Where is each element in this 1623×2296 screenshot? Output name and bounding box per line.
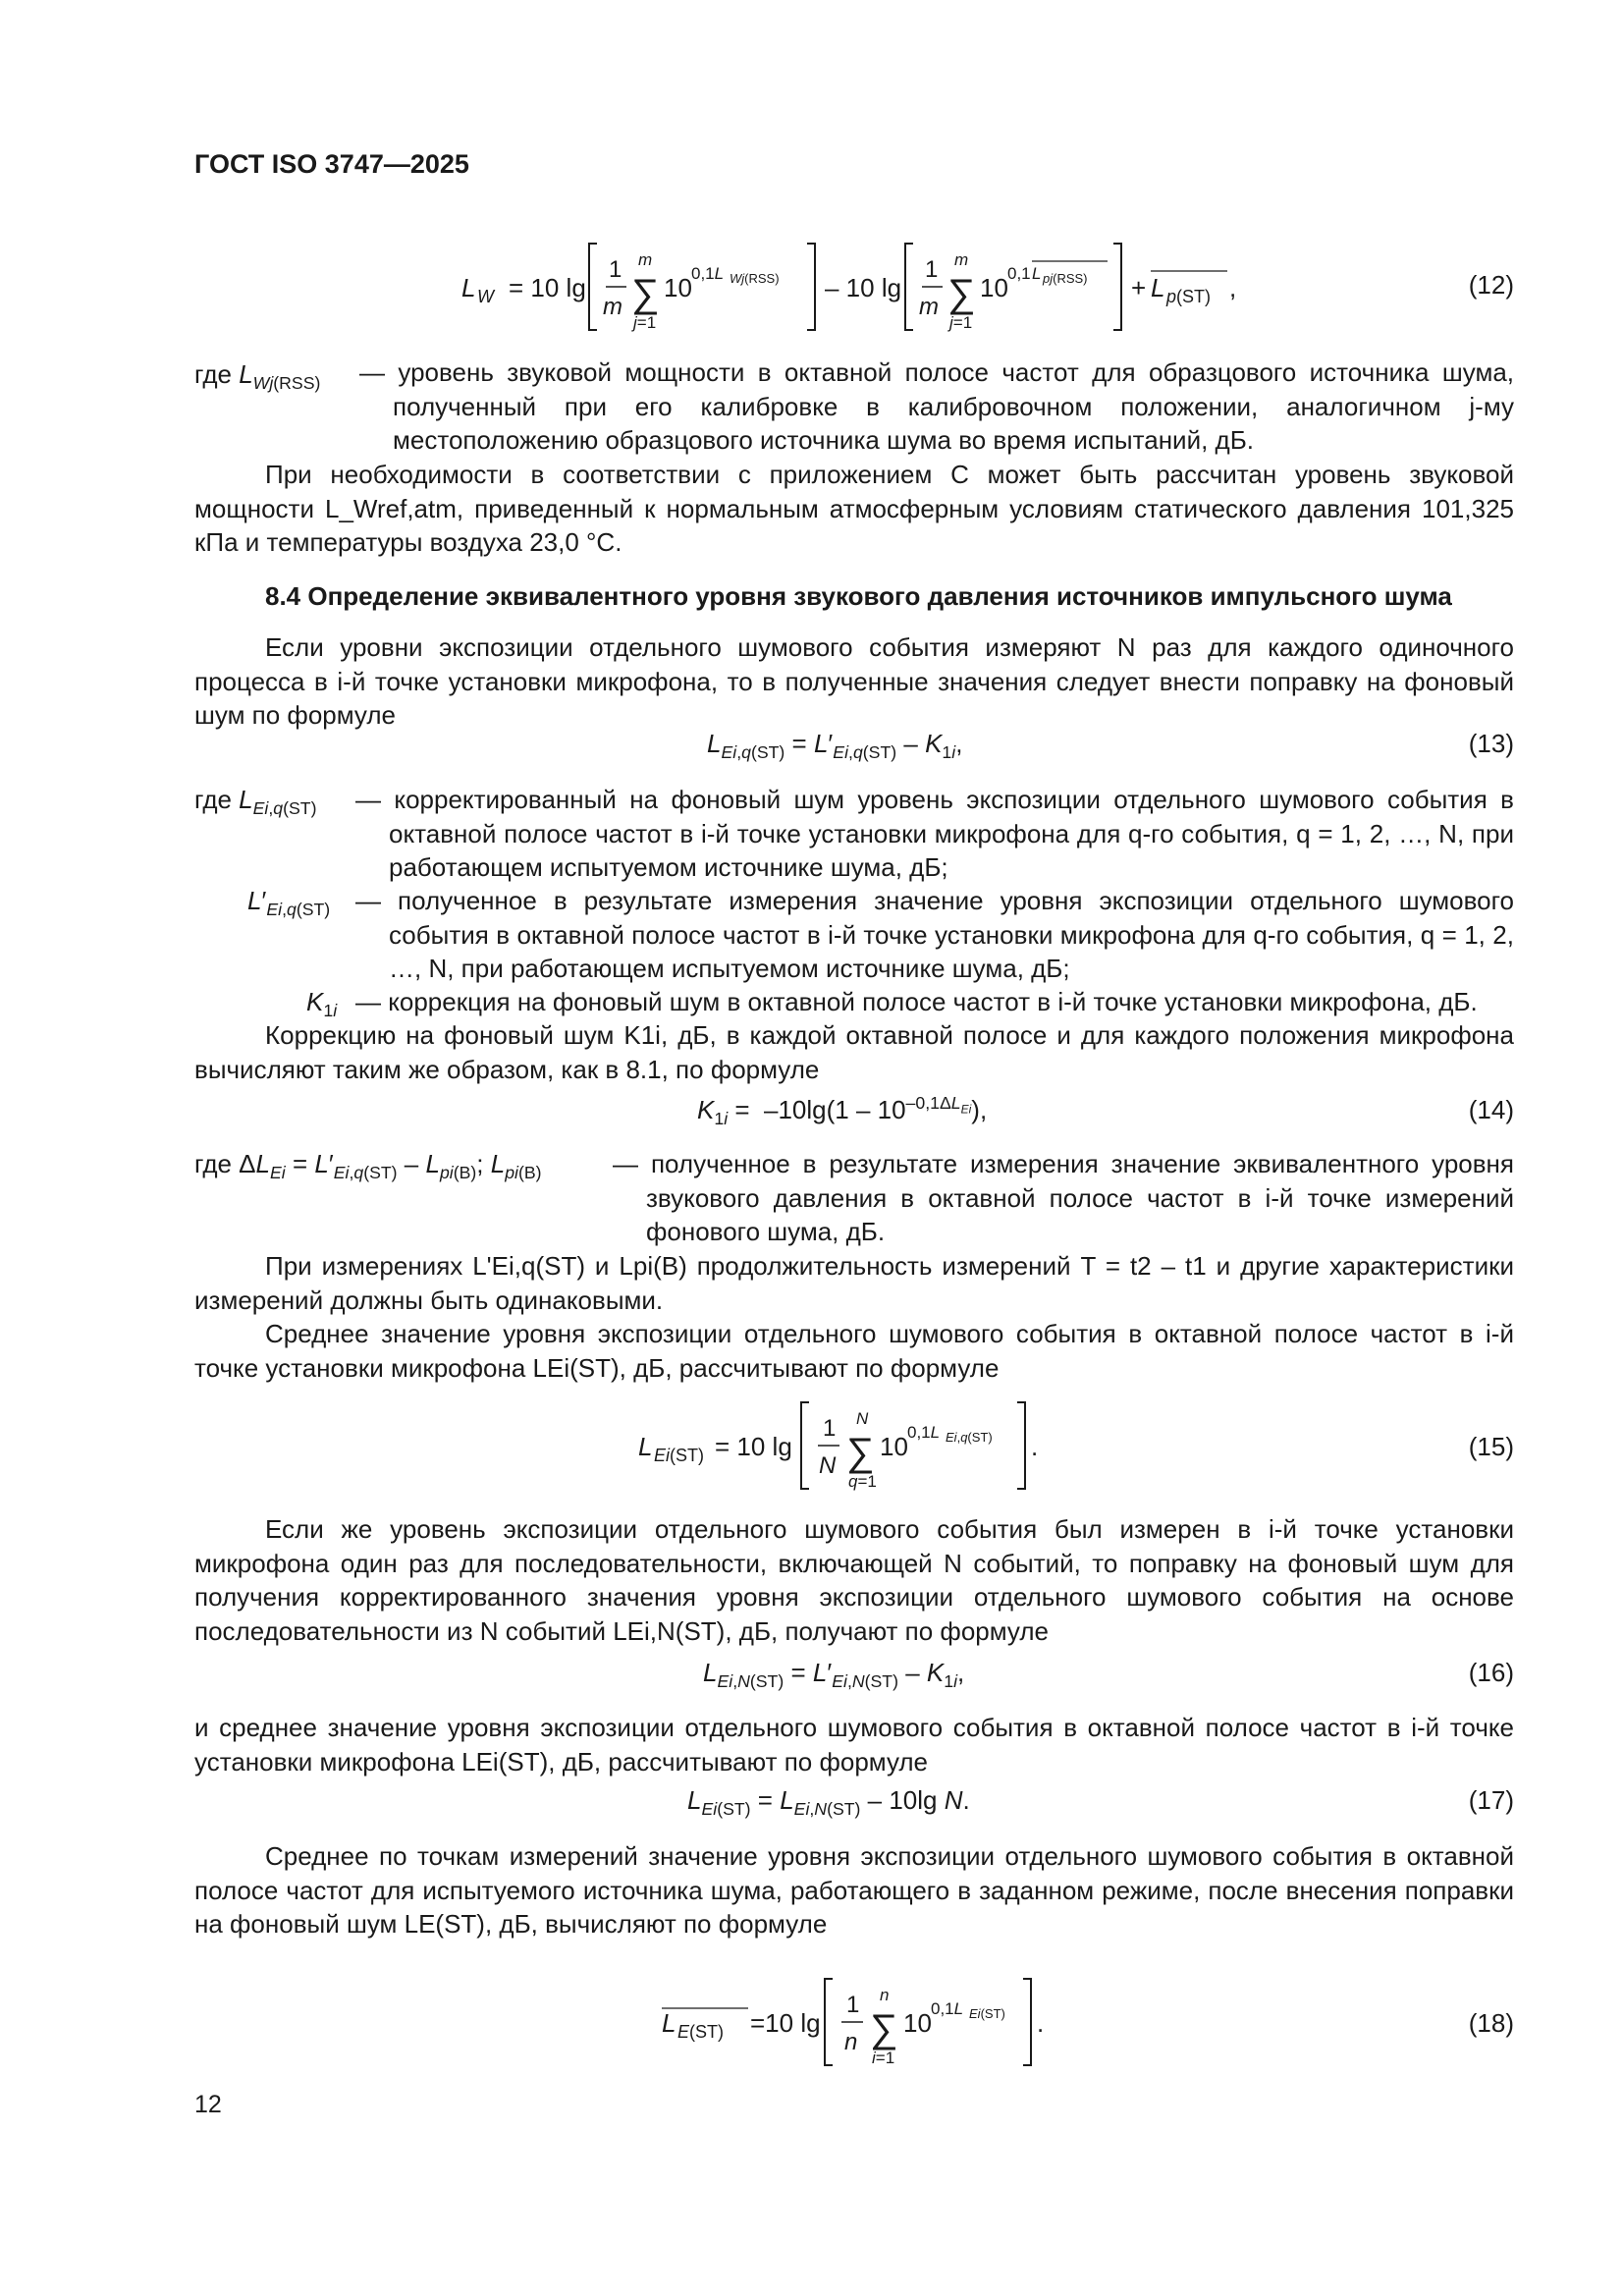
svg-text:1: 1 [609,256,622,283]
formula-18 [658,1967,1070,2075]
formula-13: $L_{Ei,q(ST)} = L'_{Ei,q(ST)} - K_{1i}$, [707,729,963,763]
svg-text:N: N [856,1409,869,1428]
equation-number-14: (14) [1468,1095,1514,1124]
svg-text:∑: ∑ [631,272,660,315]
where-definition-13-b: — полученное в результате измерения значение уровня экспозиции отдельного шумового события в октавной полосе частот в i-й точке установки микрофона для q-го события, q = 1, 2, …, N, при работающем испытуемом источнике шума, дБ; [355,886,1514,983]
where-definition-13-c: — коррекция на фоновый шум в октавной полосе частот в i-й точке установки микрофона, дБ. [355,987,1478,1016]
svg-text:q=1: q=1 [848,1472,877,1491]
where-definition-12: — уровень звуковой мощности в октавной полосе частот для образцового источника шума, полученный при его калибровке в калибровочном положении, аналогичном j-му местоположению образцового источника шума во время испытаний, дБ. [359,357,1514,455]
paragraph-eq18-intro: Среднее по точкам измерений значение уровня экспозиции отдельного шумового события в октавной полосе частот для испытуемого источника шума, работающего в заданном режиме, после внесения поправки на фоновый шум LE(ST), дБ, вычисляют по формуле [194,1841,1514,1939]
svg-text:= 10 lg: = 10 lg [509,273,586,302]
formula-15 [634,1391,1076,1499]
svg-text:0,1L: 0,1L [691,264,725,283]
formula-14: $K_{1i} = -10\lg(1 - 10^{-0,1\Delta L_{Ei}})$, [697,1093,988,1129]
svg-text:10: 10 [880,1432,908,1461]
svg-text:0,1L: 0,1L [907,1423,941,1442]
svg-text:+: + [1131,273,1147,302]
svg-text:p(ST): p(ST) [1166,287,1212,306]
paragraph-eq14-intro: Коррекцию на фоновый шум K1i, дБ, в каждой октавной полосе и для каждого положения микрофона вычисляют таким же образом, как в 8.1, по формуле [194,1020,1514,1084]
formula-16: $L_{Ei,N(ST)} = L'_{Ei,N(ST)} - K_{1i}$, [703,1658,965,1692]
svg-text:=10 lg: =10 lg [750,2008,821,2038]
svg-text:Ei(ST): Ei(ST) [654,1446,705,1465]
where-lead: где [194,359,232,389]
where-symbol-LWj-RSS: где $L_{Wj(RSS)}$ [194,359,321,394]
svg-text:j=1: j=1 [949,313,973,332]
svg-text:n: n [880,1986,890,2004]
paragraph-eq13-intro: Если уровни экспозиции отдельного шумового события измеряют N раз для каждого одиночного процесса в i-й точке установки микрофона, то в полученные значения следует внести поправку на фоновый шум по формуле [194,632,1514,730]
svg-text:∑: ∑ [846,1431,875,1474]
equation-number-15: (15) [1468,1432,1514,1461]
svg-text:10: 10 [664,273,692,302]
svg-text:L: L [461,273,476,302]
equation-number-16: (16) [1468,1658,1514,1687]
formula-12 [452,232,1257,340]
document-header: ГОСТ ISO 3747—2025 [194,149,469,179]
svg-text:m: m [638,250,653,269]
svg-text:m: m [919,294,939,320]
svg-text:pj(RSS): pj(RSS) [1043,271,1088,286]
svg-text:10: 10 [903,2008,932,2038]
svg-text:n: n [844,2029,858,2055]
svg-text:L: L [1032,264,1042,283]
svg-text:1: 1 [823,1415,837,1442]
where-definition-13-a: — корректированный на фоновый шум уровень экспозиции отдельного шумового события в октавной полосе частот в i-й точке установки микрофона для q-го события, q = 1, 2, …, N, при работающем испытуемом источнике шума, дБ; [355,785,1514,882]
svg-text:L: L [662,2008,676,2038]
svg-text:i=1: i=1 [872,2049,895,2067]
paragraph-eq16-intro: Если же уровень экспозиции отдельного шумового события был измерен в i-й точке установки микрофона один раз для последовательности, включающей N событий, то поправку на фоновый шум для получения корректированного значения уровня экспозиции отдельного шумового события на основе последовательности из N событий LEi,N(ST), дБ, получают по формуле [194,1514,1514,1646]
svg-text:L: L [1151,273,1165,302]
svg-text:j=1: j=1 [633,313,657,332]
svg-text:1: 1 [846,1992,860,2018]
page-number: 12 [194,2091,222,2118]
equation-number-17: (17) [1468,1785,1514,1815]
svg-text:1: 1 [925,256,939,283]
svg-text:,: , [1229,273,1237,302]
svg-text:m: m [954,250,969,269]
paragraph-eq17-intro: и среднее значение уровня экспозиции отдельного шумового события в октавной полосе частот в i-й точке установки микрофона LEi(ST), дБ, рассчитывают по формуле [194,1713,1514,1777]
svg-text:10: 10 [980,273,1008,302]
svg-text:Ei(ST): Ei(ST) [969,2006,1005,2021]
paragraph-measurement-conditions: При измерениях L'Ei,q(ST) и Lpi(B) продолжительность измерений T = t2 – t1 и другие характеристики измерений должны быть одинаковыми. [194,1251,1514,1315]
paragraph-annex-c: При необходимости в соответствии с приложением С может быть рассчитан уровень звуковой мощности L_Wref,atm, приведенный к нормальным атмосферным условиям статического давления 101,325 кПа и температуры воздуха 23,0 °С. [194,460,1514,557]
where-symbol-LEiq: где $L_{Ei,q(ST)}$ [194,785,317,819]
where-symbol-K1i: $K_{1i}$ [306,987,338,1021]
svg-text:∑: ∑ [947,272,976,315]
svg-text:– 10 lg: – 10 lg [825,273,902,302]
paragraph-eq15-intro: Среднее значение уровня экспозиции отдельного шумового события в октавной полосе частот в i-й точке установки микрофона LEi(ST), дБ, рассчитывают по формуле [194,1319,1514,1383]
where-symbol-deltaLEi: где $\Delta L_{Ei} = L'_{Ei,q(ST)} - L_{pi(B)}$; $L_{pi(B)}$ [194,1149,542,1183]
svg-text:= 10 lg: = 10 lg [715,1432,792,1461]
svg-text:.: . [1031,1432,1039,1461]
svg-text:0,1L: 0,1L [931,1999,964,2018]
svg-text:N: N [819,1452,837,1479]
svg-text:.: . [1037,2008,1045,2038]
where-definition-14: — полученное в результате измерения значение эквивалентного уровня звукового давления в октавной полосе частот в i-й точке измерений фонового шума, дБ. [613,1149,1514,1246]
svg-text:∑: ∑ [870,2007,898,2050]
svg-text:Wj(RSS): Wj(RSS) [730,271,780,286]
equation-number-18: (18) [1468,2008,1514,2038]
svg-text:L: L [638,1432,653,1461]
svg-text:0,1: 0,1 [1007,264,1031,283]
where-symbol-LprimeEiq: $L'_{Ei,q(ST)}$ [247,886,331,920]
section-heading-8-4: 8.4 Определение эквивалентного уровня звукового давления источников импульсного шума [265,581,1452,611]
svg-text:E(ST): E(ST) [677,2022,725,2042]
equation-number-12: (12) [1468,270,1514,300]
svg-text:Ei,q(ST): Ei,q(ST) [946,1430,993,1445]
formula-17: $L_{Ei(ST)} = L_{Ei,N(ST)} - 10\lg$ N. [687,1785,970,1820]
equation-number-13: (13) [1468,729,1514,758]
svg-text:m: m [603,294,622,320]
svg-text:W: W [477,287,494,306]
